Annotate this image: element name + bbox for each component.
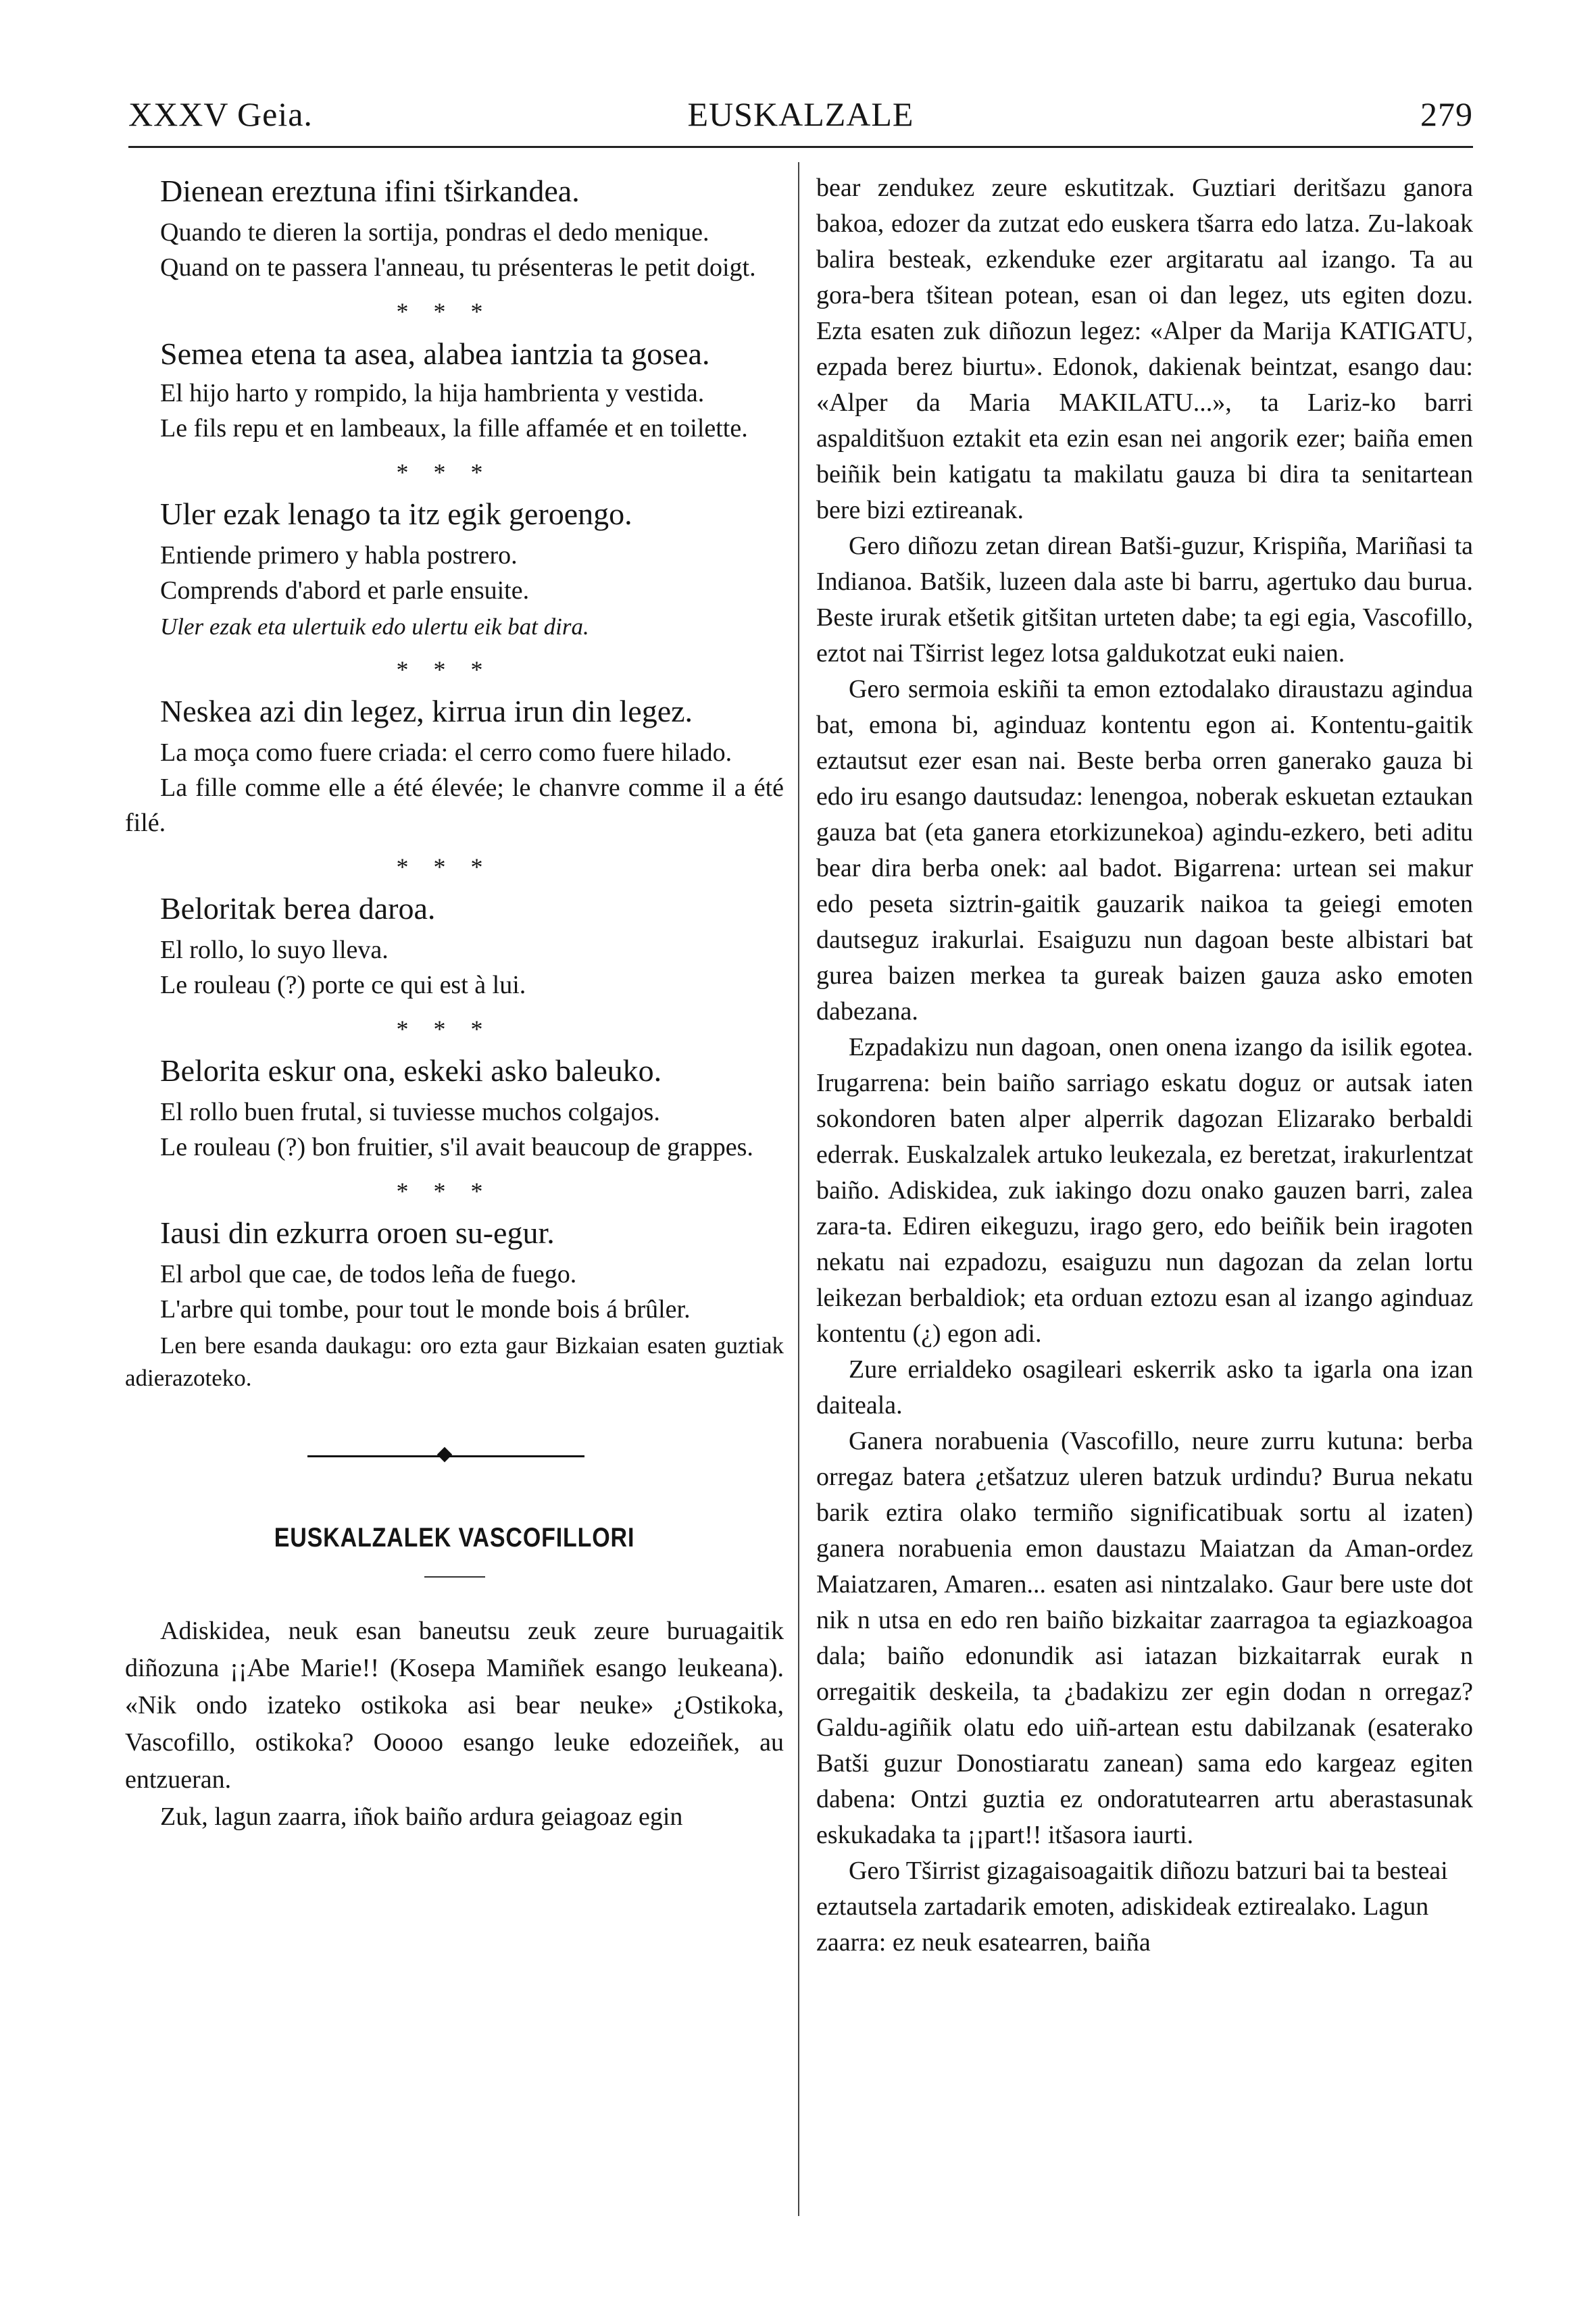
article-paragraph: Ganera norabuenia (Vascofillo, neure zurru kutuna: berba orregaz batera ¿etšatzuz uleren batzuk urdindu? Burua nekatu barik eztira olako termiño significatibuak sortu al izaten) ganera norabuenia emon daustazu Maiatzan da Aman-ordez Maiatzaren, Amaren... esaten asi nintzalako. Gaur bere uste dot nik n utsa en edo ren baiño bizkaitar zaarragoa ta egiazkoagoa dala; baiño edonundik asi iatazan bizkaitarrak eurak n orregaitik deskeila, ta ¿badakizu zer egin dodan n orregaz? Galdu-agiñik olatu edo uiñ-artean estu dabilzanak (esaterako Batši guzur Donostiaratu zanean) sama edo kargeaz egiten dabena: Ontzi guztia ez ondoratutearren artu aberastasunak eskukadaka ta ¡¡part!! itšasora iaurti. bbox=[816, 1427, 1473, 1849]
article-paragraph: Gero diñozu zetan direan Batši-guzur, Krispiña, Mariñasi ta Indianoa. Batšik, luzeen dala aste bi barru, agertuko dau burua. Beste irurak etšetik gitšitan urteten dabe; ta egi egia, Vascofillo, eztot nai Tširrist legez lotsa galdukotzat euki naien. bbox=[816, 532, 1473, 668]
article-body-start bbox=[125, 1613, 784, 1836]
volume-label: XXXV Geia. bbox=[128, 95, 313, 133]
section-stars: * * * bbox=[396, 1015, 493, 1042]
article-paragraph: Gero sermoia eskiñi ta emon eztodalako diraustazu agindua bat, emona bi, aginduaz kontentu egon ai. Kontentu-gaitik eztautsut ezer esan nai. Beste berba orren ganerako gauza bi edo iru esango dautsudaz: lenengoa, noberak eskuetan eztaukan gauza bat (eta ganera etorkizunekoa) agindu-ezkero, beti aditu bear dira berba onek: aal badot. Bigarrena: urtean sei makur edo peseta siztrin-gaitik gauzarik naikoa ta geiegi emoten dautseguz irakurlai. Esaiguzu nun dagoan beste albistari bat gurea baizen merkea ta gureak baizen gauza asko emoten dabezana. bbox=[816, 675, 1473, 1026]
section-stars: * * * bbox=[396, 656, 493, 683]
article-paragraph: bear zendukez zeure eskutitzak. Guztiari deritšazu ganora bakoa, edozer da zutzat edo euskera tšarra edo latza. Zu-lakoak balira besteak, ezkenduke ezer argitaratu aal izango. Ta au gora-bera tšitean potean, esan oi dan legez, uts egiten dozu. Ezta esaten zuk diñozun legez: «Alper da Marija KATIGATU, ezpada berez biurtu». Edonok, dakienak beintzat, esango dau: «Alper da Maria MAKILATU...», ta Lariz-ko barri aspalditšuon eztakit eta ezin esan nei angorik ezer; baiña emen beiñik bein katigatu ta makilatu gauza bi dira ta senitartean bere bizi eztireanak. bbox=[816, 174, 1473, 524]
page-number: 279 bbox=[1420, 95, 1473, 133]
divider-ornament bbox=[437, 1447, 453, 1463]
proverb-spanish: El hijo harto y rompido, la hija hambrienta y vestida. bbox=[160, 379, 705, 407]
proverb-spanish: El rollo buen frutal, si tuviesse muchos colgajos. bbox=[160, 1098, 660, 1126]
proverb-spanish: El arbol que cae, de todos leña de fuego. bbox=[160, 1260, 577, 1288]
section-stars: * * * bbox=[396, 298, 493, 325]
section-stars: * * * bbox=[396, 1178, 493, 1205]
proverb-spanish: Quando te dieren la sortija, pondras el dedo menique. bbox=[160, 218, 709, 247]
proverb-french: La fille comme elle a été élevée; le chanvre comme il a été filé. bbox=[125, 774, 784, 837]
section-stars: * * * bbox=[396, 853, 493, 880]
proverb-french: Le rouleau (?) porte ce qui est à lui. bbox=[160, 971, 526, 999]
article-paragraph: Gero Tširrist gizagaisoagaitik diñozu batzuri bai ta besteai eztautsela zartadarik emoten, adiskideak eztirealako. Lagun zaarra: ez neuk esatearren, baiña bbox=[816, 1857, 1448, 1957]
page-header bbox=[128, 95, 1473, 142]
section-divider bbox=[125, 1435, 784, 1476]
title-rule bbox=[424, 1576, 485, 1578]
proverb-basque: Beloritak berea daroa. bbox=[160, 891, 436, 926]
proverb-basque: Neskea azi din legez, kirrua irun din legez. bbox=[160, 694, 693, 728]
proverb-french: Comprends d'abord et parle ensuite. bbox=[160, 576, 530, 605]
proverb-french: Le fils repu et en lambeaux, la fille affamée et en toilette. bbox=[160, 414, 748, 443]
proverb-basque: Semea etena ta asea, alabea iantzia ta gosea. bbox=[160, 336, 710, 371]
right-column bbox=[816, 170, 1473, 1961]
journal-title: EUSKALZALE bbox=[687, 95, 914, 133]
left-column bbox=[125, 170, 784, 1836]
article-paragraph: Adiskidea, neuk esan baneutsu zeuk zeure buruagaitik diñozuna ¡¡Abe Marie!! (Kosepa Mamiñek esango leukeana). «Nik ondo izateko ostikoka asi bear neuke» ¿Ostikoka, Vascofillo, ostikoka? Ooooo esango leuke edozeiñek, au entzueran. bbox=[125, 1617, 784, 1794]
proverb-french: L'arbre qui tombe, pour tout le monde bois á brûler. bbox=[160, 1295, 691, 1324]
article-paragraph: Zuk, lagun zaarra, iñok baiño ardura geiagoaz egin bbox=[160, 1803, 683, 1831]
article-paragraph: Zure errialdeko osagileari eskerrik asko ta igarla ona izan daiteala. bbox=[816, 1355, 1473, 1419]
article-paragraph: Ezpadakizu nun dagoan, onen onena izango da isilik egotea. Irugarrena: bein baiño sarriago eskatu doguz or autsak iaten sokondoren baten alper alperrik dagozan Elizarako berbaldi ederrak. Euskalzalek artuko leukezala, ez beretzat, irakurlentzat baiño. Adiskidea, zuk iakingo dozu onako gauzen barri, zalea zara-ta. Ediren eikeguzu, irago gero, edo beiñik bein iragoten nekatu nai ezpadozu, esaiguzu nun dagozan da zelan lortu leikezan berbaldiok; eta orduan eztozu esan al izango aginduaz kontentu (¿) egon adi. bbox=[816, 1033, 1473, 1348]
proverb-basque: Dienean ereztuna ifini tširkandea. bbox=[160, 174, 580, 208]
proverb-spanish: Entiende primero y habla postrero. bbox=[160, 541, 518, 570]
proverb-french: Le rouleau (?) bon fruitier, s'il avait beaucoup de grappes. bbox=[160, 1133, 753, 1161]
proverb-basque: Uler ezak lenago ta itz egik geroengo. bbox=[160, 497, 632, 531]
header-rule bbox=[128, 146, 1473, 148]
section-stars: * * * bbox=[396, 459, 493, 486]
proverb-basque: Iausi din ezkurra oroen su-egur. bbox=[160, 1215, 555, 1250]
column-divider bbox=[798, 162, 799, 2216]
proverb-note: Uler ezak eta ulertuik edo ulertu eik bat dira. bbox=[160, 613, 589, 640]
proverb-french: Quand on te passera l'anneau, tu présenteras le petit doigt. bbox=[160, 253, 756, 282]
proverb-basque: Belorita eskur ona, eskeki asko baleuko. bbox=[160, 1053, 662, 1088]
article-title: EUSKALZALEK VASCOFILLORI bbox=[274, 1523, 635, 1553]
proverb-spanish: El rollo, lo suyo lleva. bbox=[160, 936, 389, 964]
proverb-note: Len bere esanda daukagu: oro ezta gaur Bizkaian esaten guztiak adierazoteko. bbox=[125, 1332, 784, 1391]
proverb-spanish: La moça como fuere criada: el cerro como fuere hilado. bbox=[160, 738, 732, 767]
